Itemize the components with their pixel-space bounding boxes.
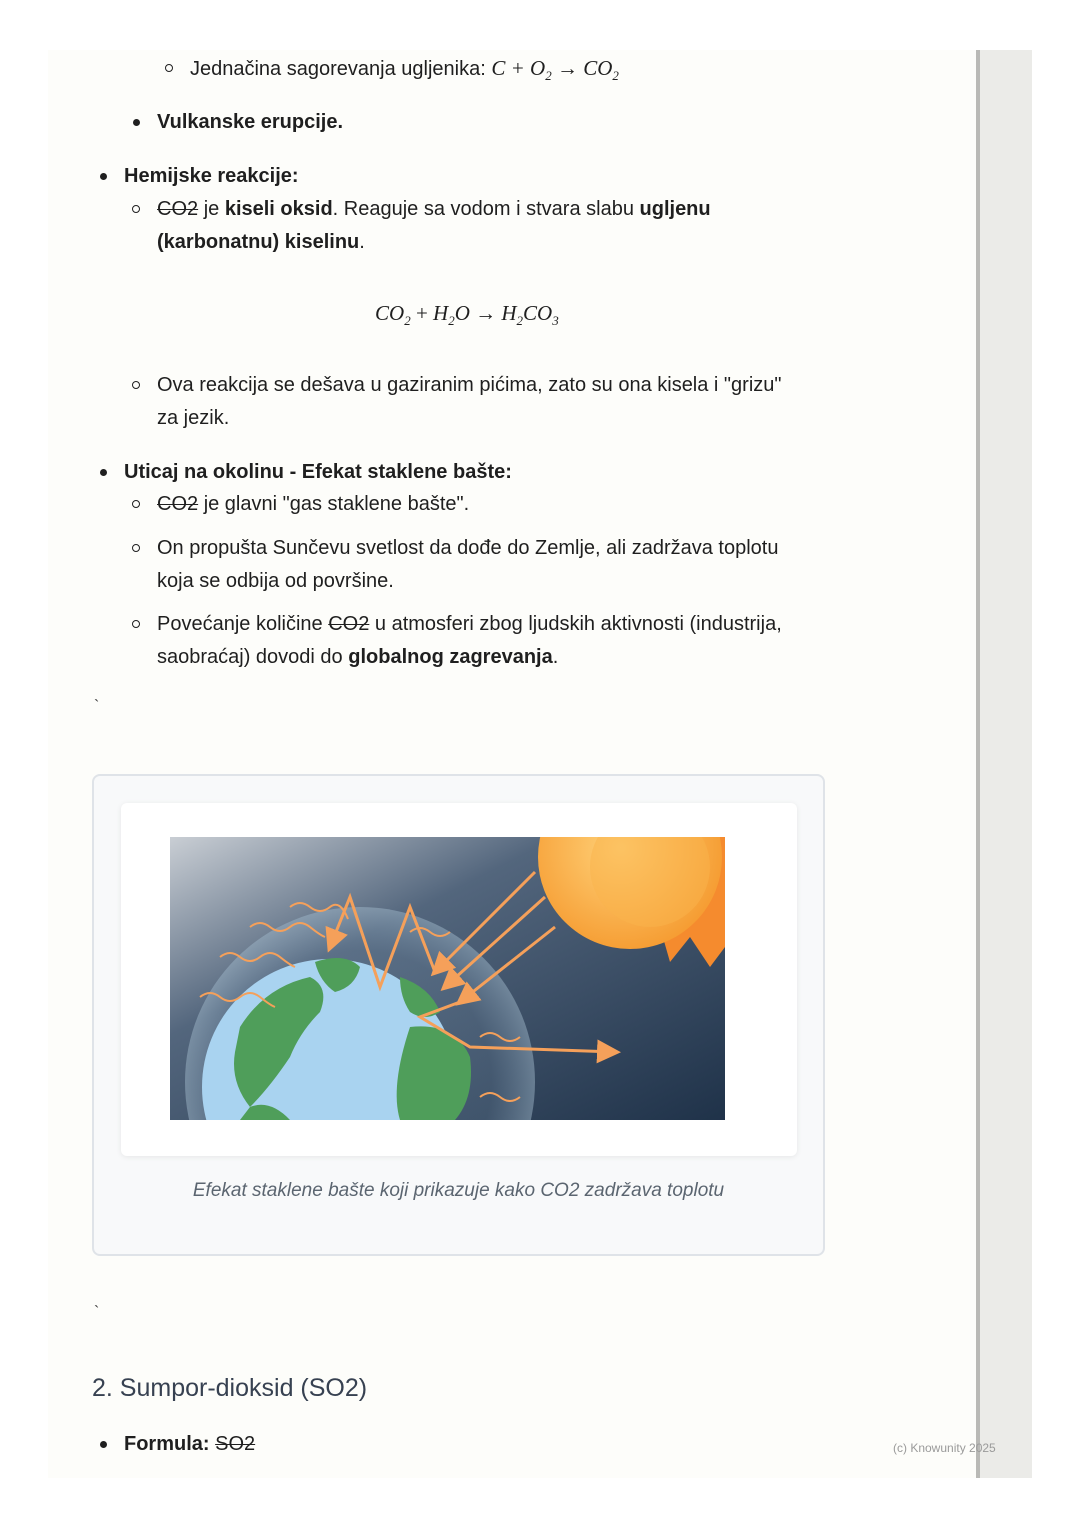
copyright-notice: (c) Knowunity 2025	[893, 1441, 996, 1455]
sub-bullet	[132, 205, 140, 213]
impact-item3-line2: saobraćaj) dovodi do globalnog zagrevanja.	[157, 646, 559, 668]
sub-bullet	[165, 64, 173, 72]
carbonic-acid-equation: $CO_2 + H_2O \to H_2CO_3$	[375, 301, 559, 329]
impact-item3-line1: Povećanje količine CO2 u atmosferi zbog ljudskih aktivnosti (industrija,	[157, 613, 782, 635]
bullet	[100, 173, 107, 180]
figure-caption: Efekat staklene bašte koji prikazuje kako CO2 zadržava toplotu	[192, 1180, 725, 1201]
chemical-item2-line2: za jezik.	[157, 407, 230, 429]
volcanic-item: Vulkanske erupcije.	[157, 111, 344, 133]
combustion-label: Jednačina sagorevanja ugljenika:	[190, 58, 486, 80]
scrollbar-track[interactable]	[976, 50, 1032, 1478]
bullet	[100, 469, 107, 476]
chemical-item1-line2: (karbonatnu) kiselinu.	[157, 231, 365, 253]
impact-item2-line1: On propušta Sunčevu svetlost da dođe do Zemlje, ali zadržava toplotu	[157, 537, 779, 559]
greenhouse-effect-illustration	[170, 837, 725, 1120]
impact-title: Uticaj na okolinu - Efekat staklene bašte:	[124, 461, 512, 483]
document-page	[48, 50, 978, 1478]
section-heading: 2. Sumpor-dioksid (SO2)	[92, 1374, 368, 1402]
stray-backtick: `	[94, 1304, 100, 1321]
sub-bullet	[132, 544, 140, 552]
chemical-title: Hemijske reakcije:	[124, 165, 299, 187]
combustion-equation: $C + O_2 \to CO_2$	[491, 56, 619, 84]
chemical-item2-line1: Ova reakcija se dešava u gaziranim pićima, zato su ona kisela i "grizu"	[157, 374, 782, 396]
impact-item2-line2: koja se odbija od površine.	[157, 570, 394, 592]
chemical-item1-line1: CO2 je kiseli oksid. Reaguje sa vodom i stvara slabu ugljenu	[157, 198, 711, 220]
sub-bullet	[132, 381, 140, 389]
sub-bullet	[132, 500, 140, 508]
bullet	[100, 1441, 107, 1448]
bullet	[133, 119, 140, 126]
sub-bullet	[132, 620, 140, 628]
formula-item: Formula: SO2	[124, 1433, 256, 1455]
stray-backtick: `	[94, 698, 100, 715]
impact-item1: CO2 je glavni "gas staklene bašte".	[157, 493, 470, 515]
combustion-item	[190, 52, 619, 92]
